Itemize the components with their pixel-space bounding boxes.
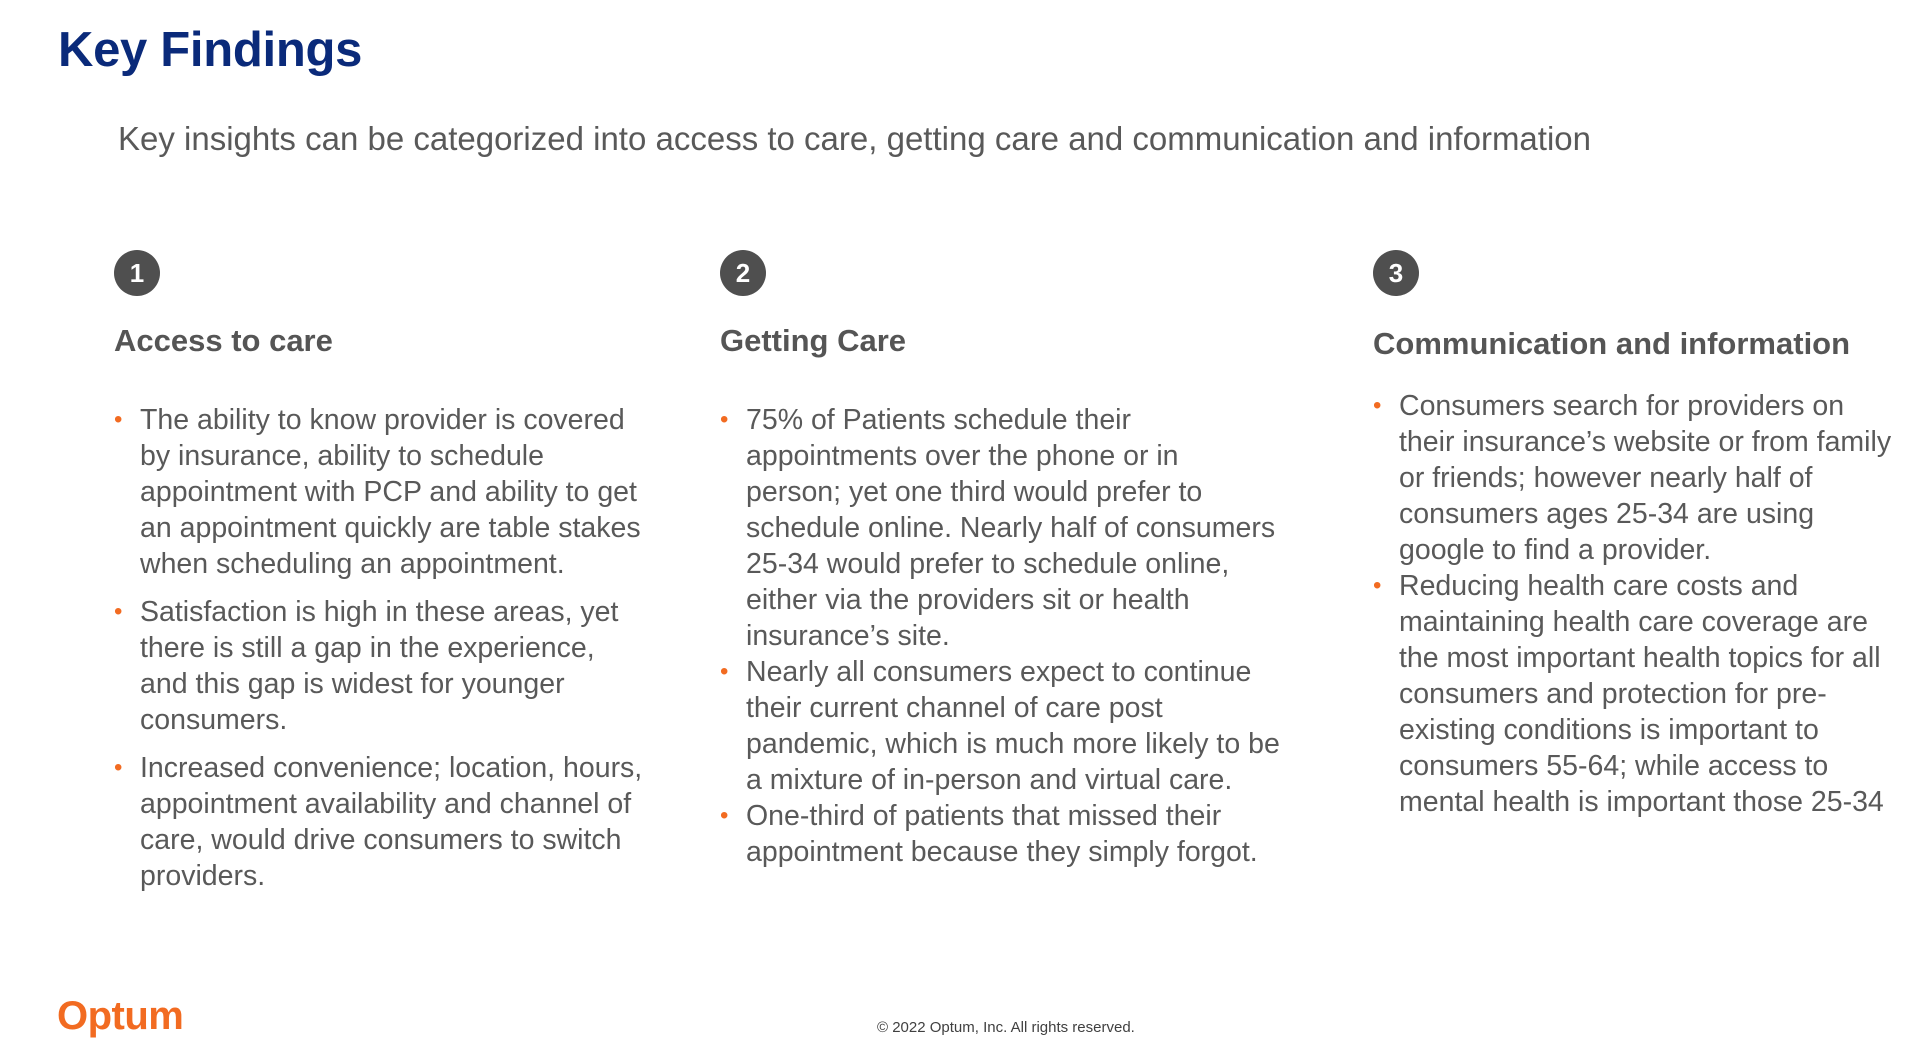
bullet-list (1373, 388, 1893, 820)
bullet-list (720, 402, 1280, 870)
page-title: Key Findings (58, 23, 363, 77)
finding-column-access (114, 250, 644, 906)
bullet-item (720, 402, 1280, 654)
bullet-item (114, 594, 644, 738)
bullet-item (1373, 568, 1893, 820)
finding-column-getting-care (720, 250, 1280, 870)
optum-logo: Optum (57, 994, 184, 1038)
bullet-text: The ability to know provider is covered by insurance, ability to schedule appointment with PCP and ability to get an appointment quickly are table stakes when scheduling an appointment. (140, 404, 641, 580)
bullet-text: Increased convenience; location, hours, appointment availability and channel of care, would drive consumers to switch providers. (140, 752, 643, 892)
bullet-icon: • (1373, 392, 1382, 419)
bullet-icon: • (1373, 572, 1382, 599)
bullet-icon: • (720, 802, 729, 829)
bullet-text: Consumers search for providers on their insurance’s website or from family or friends; however nearly half of consumers ages 25-34 are using google to find a provider. (1399, 390, 1892, 566)
number-badge: 1 (114, 250, 160, 296)
bullet-item (720, 654, 1280, 798)
column-heading: Access to care (114, 323, 333, 358)
bullet-icon: • (114, 754, 123, 781)
bullet-text: Reducing health care costs and maintaining health care coverage are the most important health topics for all consumers and protection for pre-existing conditions is important to consumers 55-64; while access to mental health is important those 25-34 (1399, 570, 1884, 818)
bullet-list (114, 402, 644, 894)
bullet-item (720, 798, 1280, 870)
number-badge: 3 (1373, 250, 1419, 296)
column-heading: Getting Care (720, 323, 907, 358)
bullet-icon: • (720, 658, 729, 685)
bullet-text: Nearly all consumers expect to continue their current channel of care post pandemic, which is much more likely to be a mixture of in-person and virtual care. (746, 656, 1280, 796)
finding-column-communication (1373, 250, 1893, 820)
bullet-item (114, 750, 644, 894)
bullet-item (114, 402, 644, 582)
bullet-text: One-third of patients that missed their appointment because they simply forgot. (746, 800, 1258, 868)
bullet-icon: • (114, 598, 123, 625)
page-subtitle: Key insights can be categorized into access to care, getting care and communication and information (118, 120, 1591, 157)
bullet-icon: • (114, 406, 123, 433)
bullet-text: Satisfaction is high in these areas, yet there is still a gap in the experience, and this gap is widest for younger consumers. (140, 596, 619, 736)
column-heading: Communication and information (1373, 326, 1851, 361)
number-badge: 2 (720, 250, 766, 296)
copyright-footer: © 2022 Optum, Inc. All rights reserved. (877, 1019, 1135, 1036)
bullet-item (1373, 388, 1893, 568)
bullet-text: 75% of Patients schedule their appointments over the phone or in person; yet one third would prefer to schedule online. Nearly half of consumers 25-34 would prefer to schedule online, either via the providers sit or health insurance’s site. (746, 404, 1276, 652)
bullet-icon: • (720, 406, 729, 433)
